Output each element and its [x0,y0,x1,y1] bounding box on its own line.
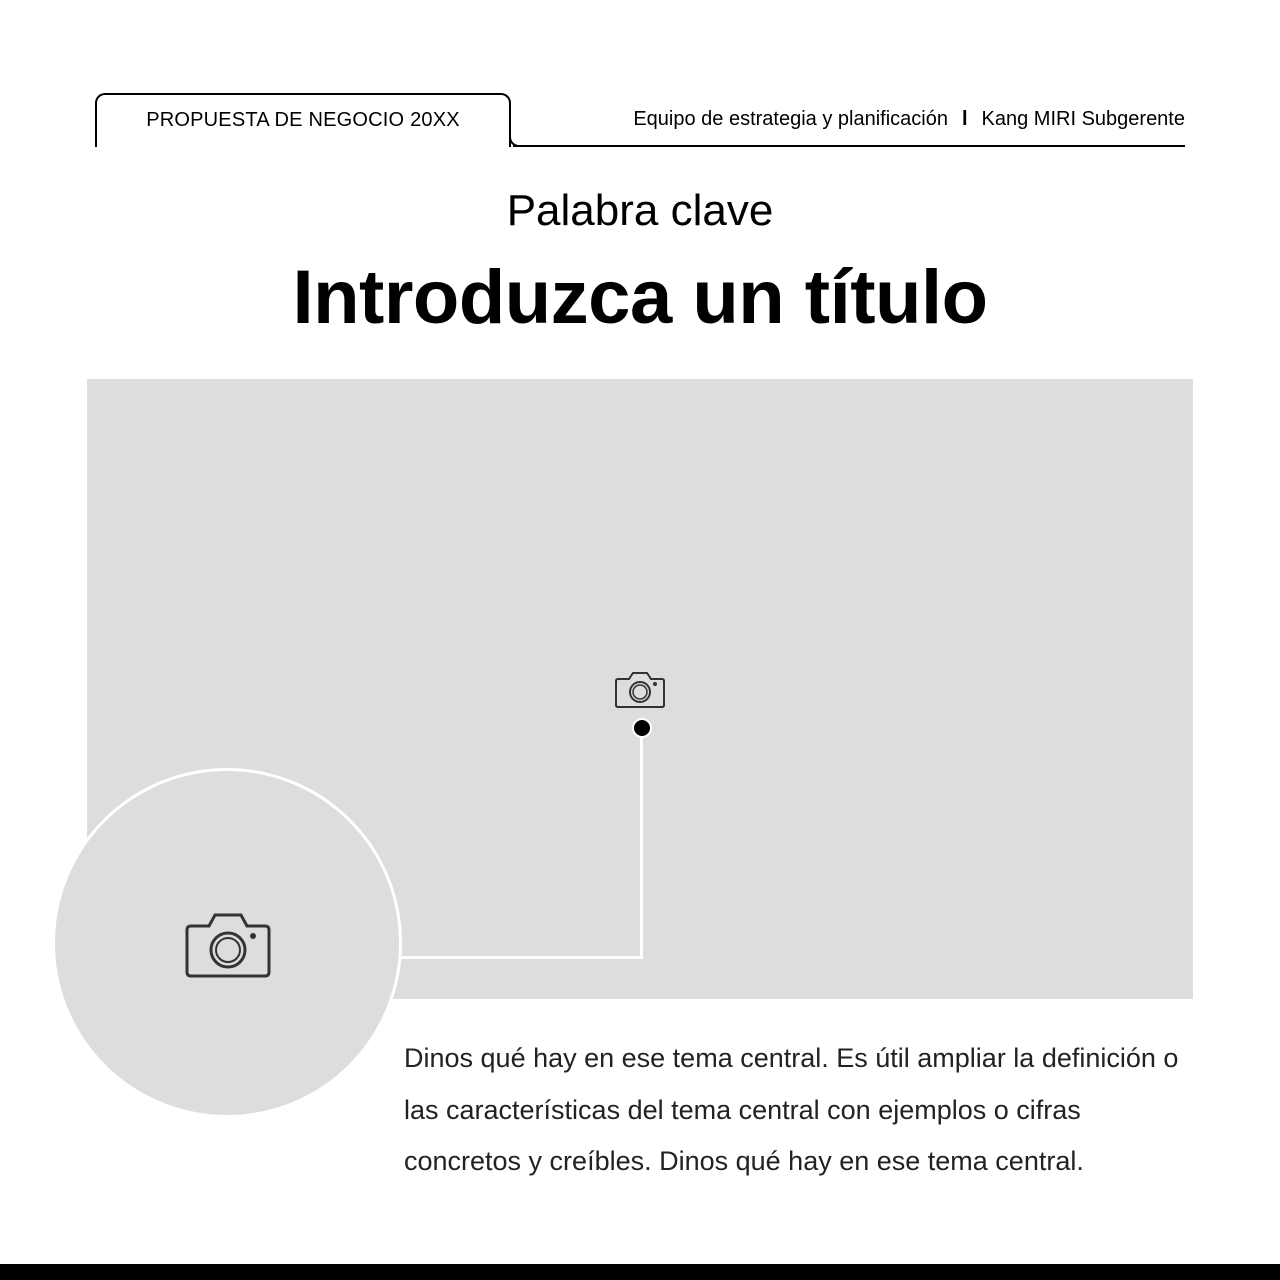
connector-line-vertical [640,737,643,959]
header-divider [513,145,1185,147]
page-title: Introduzca un título [292,255,988,340]
connector-dot [632,718,652,738]
description-text: Dinos qué hay en ese tema central. Es útil ampliar la definición o las características del tema central con ejemplos o cifras concretos y creíbles. Dinos qué hay en ese tema central. [404,1043,1179,1176]
header-info [633,108,1185,131]
proposal-label: PROPUESTA DE NEGOCIO 20XX [146,109,460,131]
camera-icon[interactable] [185,910,271,978]
connector-line-horizontal [400,956,643,959]
team-name: Equipo de estrategia y planificación [633,108,948,130]
camera-icon[interactable] [614,669,666,709]
header-tab [95,93,511,147]
person-name: Kang MIRI Subgerente [981,108,1185,130]
header-separator: l [961,108,968,130]
keyword-heading: Palabra clave [506,186,774,235]
footer-bar [0,1264,1280,1280]
